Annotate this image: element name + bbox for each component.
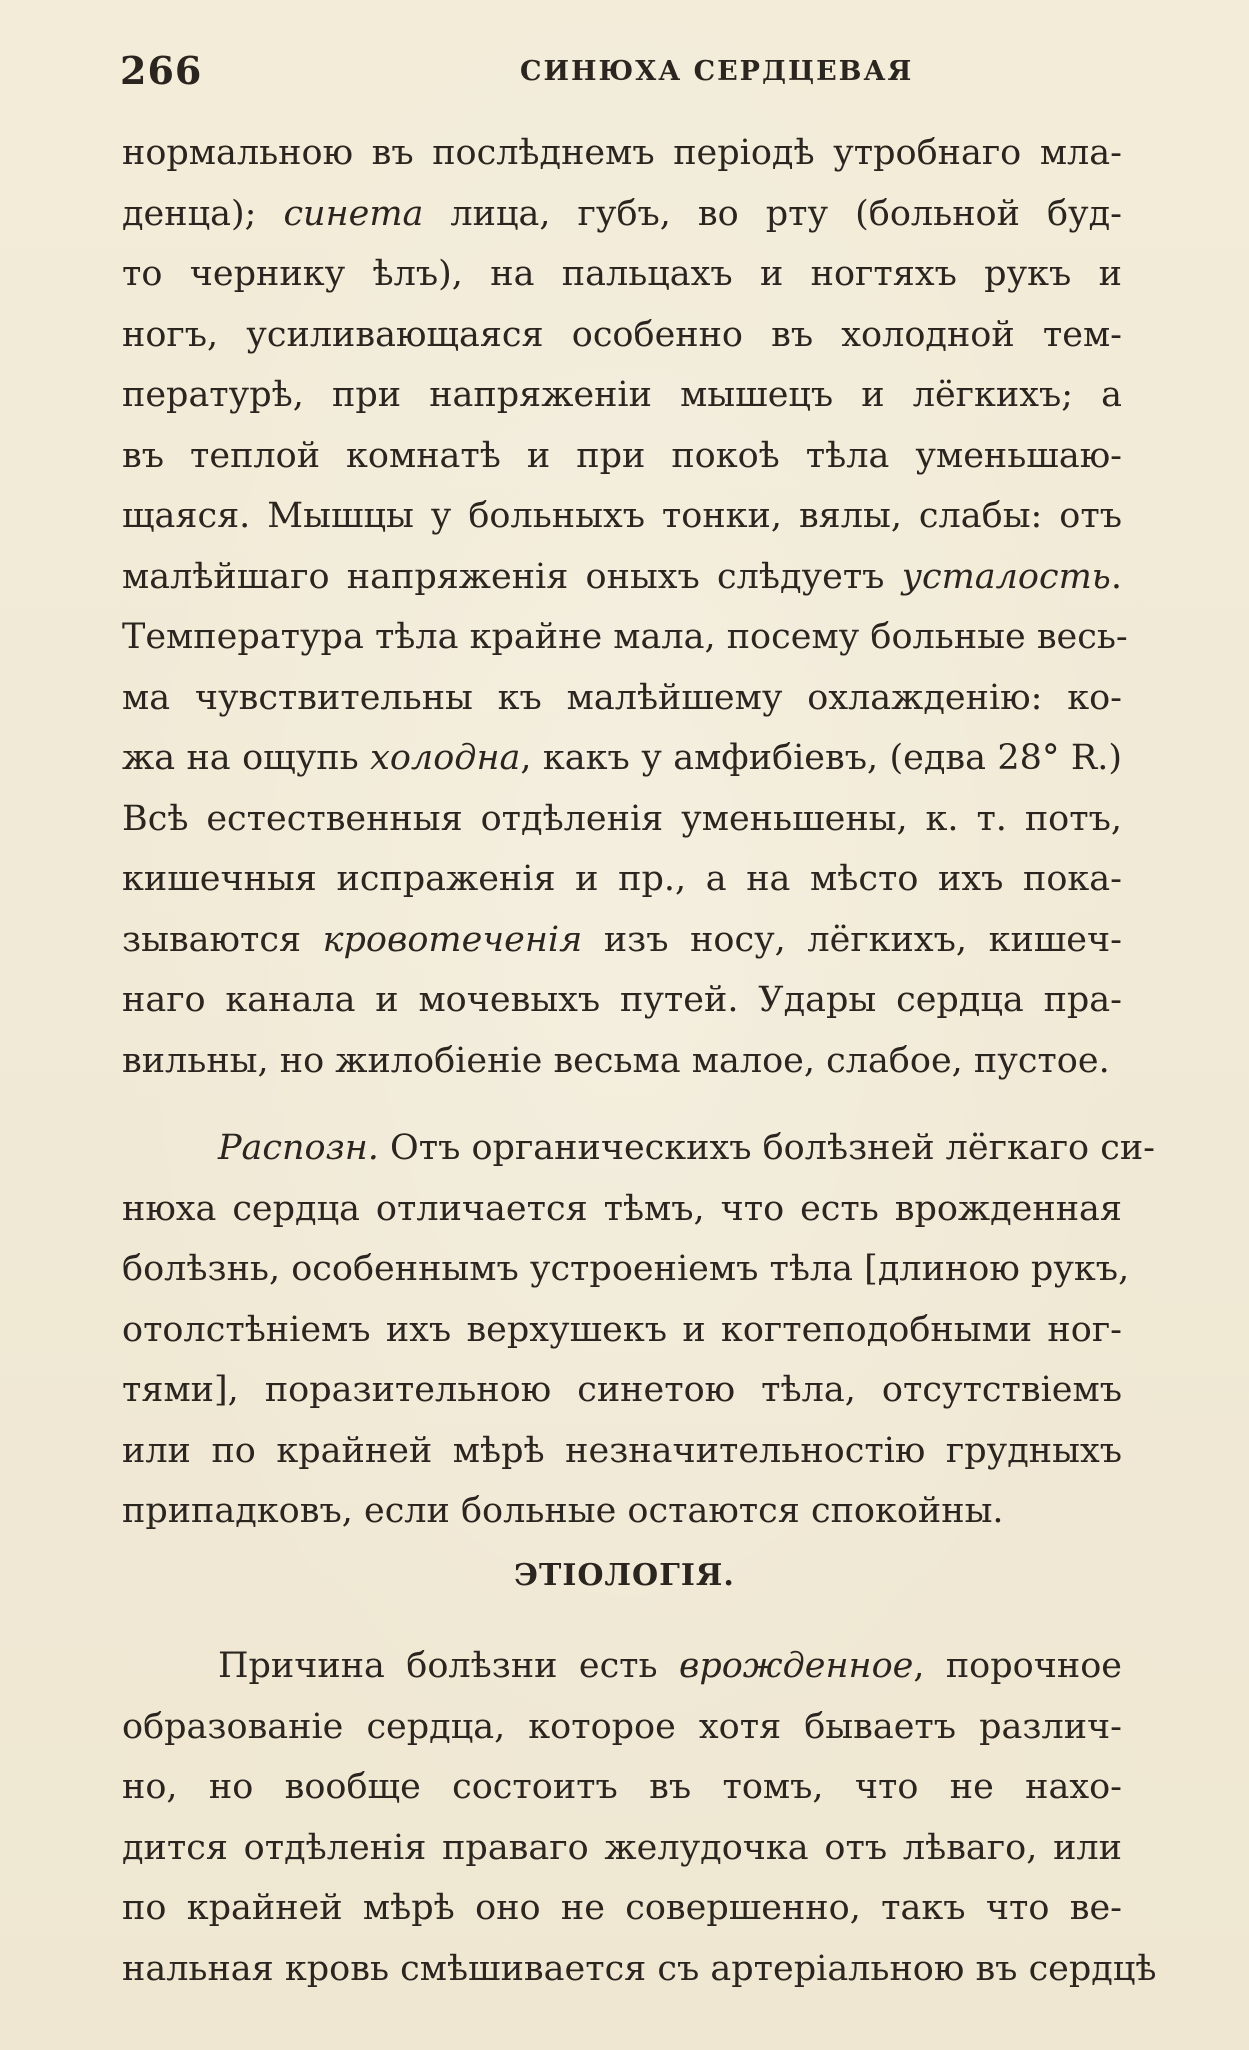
text-line: Температура тѣла крайне мала, посему больные весь- [122,617,1128,657]
running-head: СИНЮХА СЕРДЦЕВАЯ [520,56,914,87]
paragraph-etiology [122,1636,1157,1999]
text-line: нальная кровь смѣшивается съ артеріальною въ сердцѣ [122,1948,1157,1989]
text-line: болѣзнь, особеннымъ устроеніемъ тѣла [длиною рукъ, [122,1249,1130,1289]
text-line: ногъ, усиливающаяся особенно въ холодной тем- [122,314,1122,355]
page-number: 266 [120,48,203,93]
text-line: Распозн. Отъ органическихъ болѣзней лёгкаго си- [218,1128,1155,1168]
text-line: ма чувствительны къ малѣйшему охлажденію: ко- [122,677,1122,718]
text-line: отолстѣніемъ ихъ верхушекъ и когтеподобными ног- [122,1309,1122,1350]
text-line: малѣйшаго напряженія оныхъ слѣдуетъ усталость. [122,556,1122,597]
text-line: по крайней мѣрѣ оно не совершенно, такъ что ве- [122,1888,1122,1928]
text-line: припадковъ, если больные остаются спокойны. [122,1491,1004,1531]
text-line: жа на ощупь холодна, какъ у амфибіевъ, (едва 28° R.) [122,738,1122,778]
text-line: нормальною въ послѣднемъ періодѣ утробнаго мла- [122,133,1122,173]
paragraph-symptoms [122,123,1128,1091]
text-line: то чернику ѣлъ), на пальцахъ и ногтяхъ рукъ и [122,254,1122,294]
text-line: пературѣ, при напряженіи мышецъ и лёгкихъ; а [122,375,1122,415]
text-line: денца); синета лица, губъ, во рту (больной буд- [122,193,1122,234]
text-line: наго канала и мочевыхъ путей. Удары сердца пра- [122,980,1122,1020]
italic-term: Распозн. [218,1128,379,1168]
text-line: зываются кровотеченія изъ носу, лёгкихъ, кишеч- [122,919,1122,960]
page-header [120,48,1129,100]
text-line: образованіе сердца, которое хотя бываетъ различ- [122,1706,1122,1747]
text-line: тями], поразительною синетою тѣла, отсутствіемъ [122,1370,1122,1410]
text-line: Причина болѣзни есть врожденное, порочное [218,1646,1122,1686]
text-line: дится отдѣленія праваго желудочка отъ лѣваго, или [122,1827,1122,1868]
text-line: но, но вообще состоитъ въ томъ, что не нахо- [122,1767,1122,1807]
section-heading-etiology: ЭТІОЛОГІЯ. [514,1558,735,1593]
text-line: нюха сердца отличается тѣмъ, что есть врожденная [122,1188,1122,1229]
italic-term: усталость [901,556,1111,597]
italic-term: врожденное [678,1646,914,1686]
text-line: щаяся. Мышцы у больныхъ тонки, вялы, слабы: отъ [122,496,1122,536]
text-line: въ теплой комнатѣ и при покоѣ тѣла уменьшаю- [122,435,1122,476]
text-line: или по крайней мѣрѣ незначительностію грудныхъ [122,1430,1122,1471]
text-line: кишечныя испраженія и пр., а на мѣсто ихъ пока- [122,859,1122,899]
italic-term: кровотеченія [322,919,583,960]
italic-term: синета [283,193,424,234]
text-line: вильны, но жилобіеніе весьма малое, слабое, пустое. [122,1040,1110,1081]
text-line: Всѣ естественныя отдѣленія уменьшены, к. т. потъ, [122,798,1122,839]
italic-term: холодна [370,738,521,778]
paragraph-diagnosis [122,1118,1155,1542]
